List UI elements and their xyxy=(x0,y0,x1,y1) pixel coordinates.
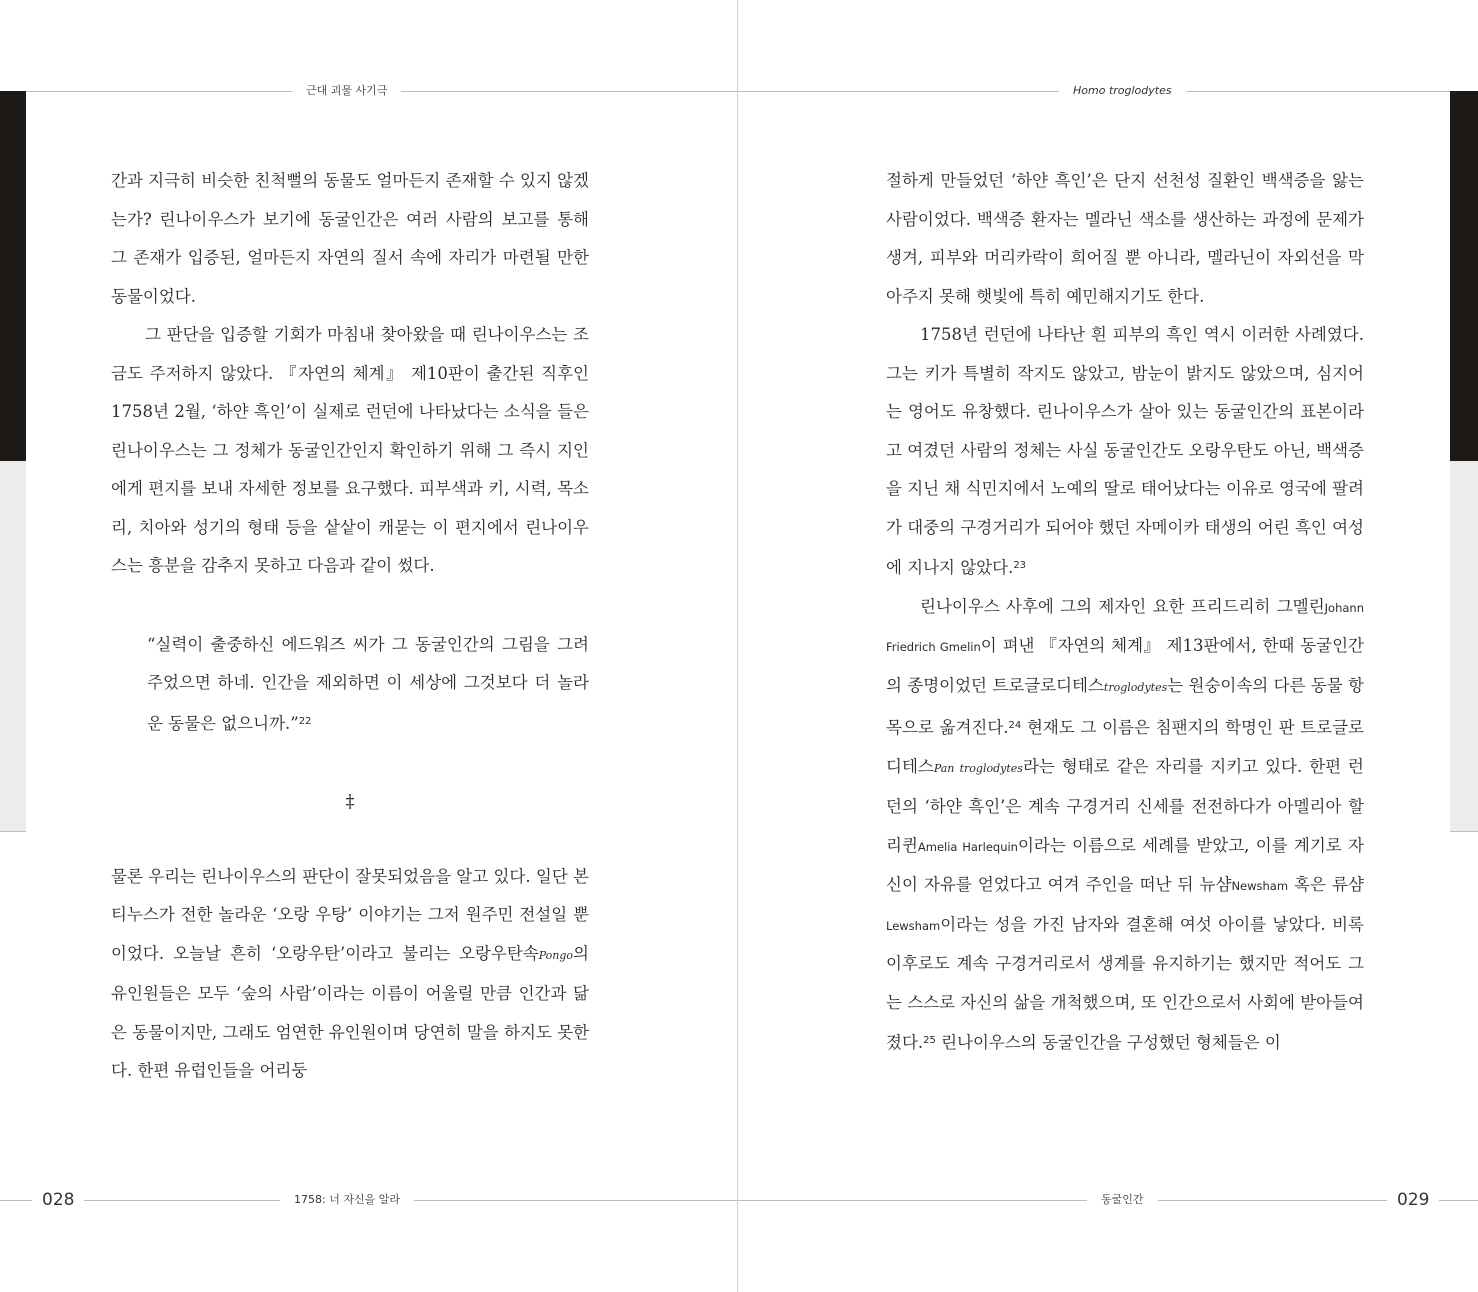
name-newsham: Newsham xyxy=(1231,879,1289,893)
left-p3-text-a: 물론 우리는 린나이우스의 판단이 잘못되었음을 알고 있다. 일단 본티누스가 전한 놀라운 ‘오랑 우탕’ 이야기는 그저 원주민 전설일 뿐이었다. 오늘날 흔히 ‘오랑우탄’이라고 불리는 오랑우탄속 xyxy=(111,866,589,963)
name-gmelin: Johann Friedrich Gmelin xyxy=(886,600,1364,654)
right-p3-text-e: 라는 형태로 같은 자리를 지키고 있다. 한편 런던의 ‘하얀 흑인’은 계속 구경거리 신세를 전전하다가 아멜리아 할리퀸 xyxy=(886,756,1364,855)
footnote-ref-22: 22 xyxy=(298,715,312,727)
right-p3-text-i: 린나이우스의 동굴인간을 구성했던 형체들은 이 xyxy=(935,1033,1281,1052)
footnote-ref-24: 24 xyxy=(1008,720,1022,731)
section-separator-mark: ‡ xyxy=(345,791,355,812)
name-amelia-harlequin: Amelia Harlequin xyxy=(917,839,1018,854)
right-p3-text-a: 린나이우스 사후에 그의 제자인 요한 프리드리히 그멜린 xyxy=(920,596,1325,616)
right-edge-tab xyxy=(1450,91,1478,461)
left-edge-band xyxy=(0,461,26,831)
right-p3-text-b: 이 펴낸 『자연의 체계』 제13판에서, 한때 동굴인간의 종명이었던 트로글로디테스 xyxy=(886,636,1364,695)
latin-pan-troglodytes: Pan troglodytes xyxy=(933,761,1023,775)
left-paragraph-2: 그 판단을 입증할 기회가 마침내 찾아왔을 때 린나이우스는 조금도 주저하지 않았다. 『자연의 체계』 제10판이 출간된 직후인 1758년 2월, ‘하얀 흑인’이 실제로 런던에 나타났다는 소식을 들은 린나이우스는 그 정체가 동굴인간인지 확인하기 위해 그 즉시 지인에게 편지를 보내 자세한 정보를 요구했다. 피부색과 키, 시력, 목소리, 치아와 성기의 형태 등을 샅샅이 캐묻는 이 편지에서 린나이우스는 흥분을 감추지 못하고 다음과 같이 썼다. xyxy=(111,325,589,575)
footnote-ref-23: 23 xyxy=(1013,560,1027,571)
right-footer-title: 동굴인간 xyxy=(1087,1193,1158,1207)
left-running-head: 근대 괴물 사기극 xyxy=(292,84,401,98)
spine-divider xyxy=(737,0,738,1292)
left-p3-text-b: 의 유인원들은 모두 ‘숲의 사람’이라는 이름이 어울릴 만큼 인간과 닮은 동물이지만, 그래도 엄연한 유인원이며 당연히 말을 하지도 못한다. 한편 유럽인들을 어리둥 xyxy=(111,943,589,1080)
right-mid-tick xyxy=(1450,831,1478,832)
latin-troglodytes: troglodytes xyxy=(1103,680,1168,694)
left-paragraph-3 xyxy=(111,858,589,1091)
block-quote xyxy=(147,626,589,744)
right-paragraph-3 xyxy=(886,588,1364,1063)
right-running-head: Homo troglodytes xyxy=(1059,84,1186,98)
block-quote-text: “실력이 출중하신 에드워즈 씨가 그 동굴인간의 그림을 그려주었으면 하네. 인간을 제외하면 이 세상에 그것보다 더 놀라운 동물은 없으니까.” xyxy=(147,634,589,733)
latin-genus-pongo: Pongo xyxy=(538,948,574,962)
right-p3-text-f: 이라는 이름으로 세례를 받았고, 이를 계기로 자신이 자유를 얻었다고 여겨 주인을 떠난 뒤 뉴샴 xyxy=(886,835,1364,894)
right-paragraph-1: 절하게 만들었던 ‘하얀 흑인’은 단지 선천성 질환인 백색증을 앓는 사람이었다. 백색증 환자는 멜라닌 색소를 생산하는 과정에 문제가 생겨, 피부와 머리카락이 희어질 뿐 아니라, 멜라닌이 자외선을 막아주지 못해 햇빛에 특히 예민해지기도 한다. xyxy=(886,171,1364,306)
right-p3-text-c: 는 원숭이속의 다른 동물 항목으로 옮겨진다. xyxy=(886,675,1364,737)
name-lewsham: Lewsham xyxy=(886,918,941,933)
left-edge-tab xyxy=(0,91,26,461)
right-paragraph-2 xyxy=(886,316,1364,588)
right-p3-text-d: 현재도 그 이름은 침팬지의 학명인 판 트로글로디테스 xyxy=(886,718,1364,776)
right-page-body xyxy=(886,162,1364,1063)
left-folio: 028 xyxy=(32,1190,84,1210)
right-p3-text-g: 혹은 류샴 xyxy=(1288,875,1364,894)
right-p3-text-h: 이라는 성을 가진 남자와 결혼해 여섯 아이를 낳았다. 비록 이후로도 계속 구경거리로서 생계를 유지하기는 했지만 적어도 그는 스스로 자신의 삶을 개척했으며, 또 인간으로서 사회에 받아들여졌다. xyxy=(886,914,1364,1052)
right-p2-text: 1758년 런던에 나타난 흰 피부의 흑인 역시 이러한 사례였다. 그는 키가 특별히 작지도 않았고, 밤눈이 밝지도 않았으며, 심지어는 영어도 유창했다. 린나이우스가 살아 있는 동굴인간의 표본이라고 여겼던 사람의 정체는 사실 동굴인간도 오랑우탄도 아닌, 백색증을 지닌 채 식민지에서 노예의 딸로 태어났다는 이유로 영국에 팔려 가 대중의 구경거리가 되어야 했던 자메이카 태생의 어린 흑인 여성에 지나지 않았다. xyxy=(886,325,1364,577)
left-page-body xyxy=(111,162,589,1091)
right-folio: 029 xyxy=(1387,1190,1439,1210)
left-paragraph-1: 간과 지극히 비슷한 친척뻘의 동물도 얼마든지 존재할 수 있지 않겠는가? 린나이우스가 보기에 동굴인간은 여러 사람의 보고를 통해 그 존재가 입증된, 얼마든지 자연의 질서 속에 자리가 마련될 만한 동물이었다. xyxy=(111,171,589,306)
left-footer-title: 1758: 너 자신을 알라 xyxy=(280,1193,414,1207)
footnote-ref-25: 25 xyxy=(923,1035,936,1046)
right-edge-band xyxy=(1450,461,1478,831)
left-mid-tick xyxy=(0,831,26,832)
